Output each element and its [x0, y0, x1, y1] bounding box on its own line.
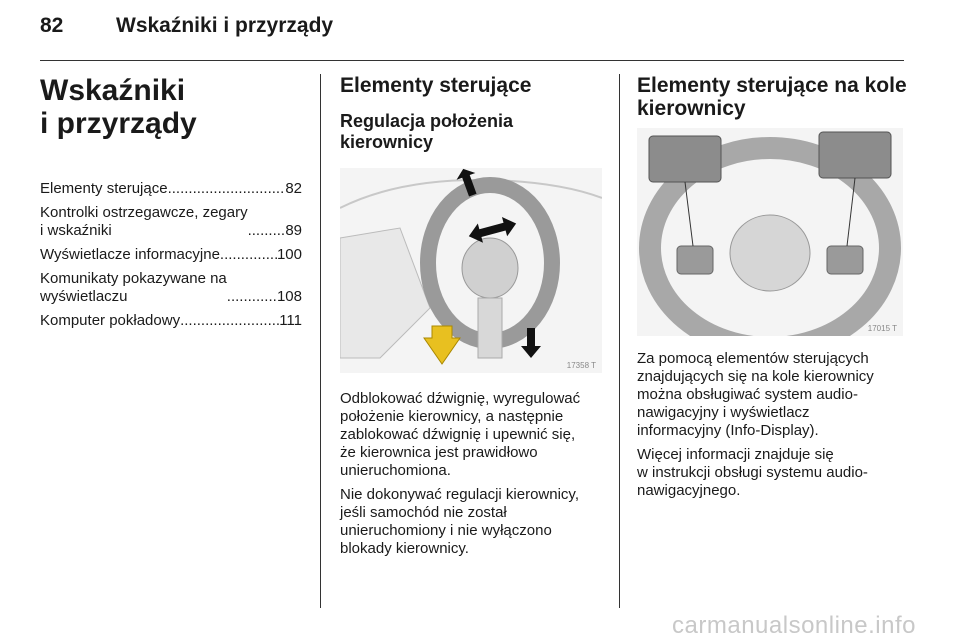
chapter-title: Wskaźniki i przyrządy	[116, 14, 334, 37]
steering-adjust-illustration	[340, 168, 602, 373]
toc-leader	[220, 246, 277, 264]
toc-entry[interactable]	[40, 204, 302, 240]
paragraph: Nie dokonywać regulacji kierownicy, jeśli samochód nie został unieruchomiony i nie wyłączono blokady kierownicy.	[340, 486, 579, 557]
middle-column	[340, 74, 605, 153]
steering-controls-illustration	[637, 128, 903, 336]
figure-code: 17358 T	[566, 361, 596, 370]
toc-page: 100	[276, 246, 302, 263]
paragraph: Odblokować dźwignię, wyregulować położenie kierownicy, a następnie zablokować dźwignię i upewnić się, że kierownica jest prawidłowo unieruchomiona.	[340, 390, 581, 479]
toc-label: Komunikaty pokazywane na wyświetlaczu	[40, 270, 227, 305]
steering-adjust-figure	[340, 168, 602, 373]
right-column	[637, 74, 907, 120]
toc-entry[interactable]	[40, 270, 302, 306]
toc-label: Elementy sterujące	[40, 180, 168, 197]
toc-entry[interactable]	[40, 246, 302, 264]
left-column	[40, 74, 302, 140]
subsection-heading: Regulacja położenia kierownicy	[340, 111, 514, 152]
table-of-contents	[40, 180, 302, 336]
toc-page: 108	[276, 288, 302, 305]
toc-entry[interactable]	[40, 312, 302, 330]
toc-label: Wyświetlacze informacyjne	[40, 246, 220, 263]
column-divider	[320, 74, 321, 608]
toc-label: Komputer pokładowy	[40, 312, 181, 329]
paragraph: Za pomocą elementów sterujących znajdujących się na kole kierownicy można obsługiwać system audio- nawigacyjny i wyświetlacz informacyjny (Info-Display).	[637, 350, 874, 439]
toc-page: 111	[279, 312, 302, 329]
paragraph: Więcej informacji znajduje się w instrukcji obsługi systemu audio- nawigacyjnego.	[637, 446, 868, 499]
page-number: 82	[40, 14, 64, 37]
middle-body	[340, 390, 605, 564]
toc-leader	[248, 222, 286, 240]
toc-leader	[180, 312, 279, 330]
watermark: carmanualsonline.info	[672, 612, 916, 639]
header-rule	[40, 60, 904, 61]
toc-page: 89	[285, 222, 302, 239]
page-header	[40, 14, 333, 38]
toc-entry[interactable]	[40, 180, 302, 198]
figure-code: 17015 T	[867, 324, 897, 333]
column-divider	[619, 74, 620, 608]
section-heading: Elementy sterujące	[340, 74, 532, 97]
steering-controls-figure	[637, 128, 903, 336]
toc-leader	[168, 180, 286, 198]
toc-page: 82	[285, 180, 302, 197]
chapter-heading: Wskaźniki i przyrządy	[40, 74, 197, 140]
toc-leader	[227, 288, 277, 306]
section-heading: Elementy sterujące na kole kierownicy	[637, 74, 907, 120]
toc-label: Kontrolki ostrzegawcze, zegary i wskaźniki	[40, 204, 248, 239]
right-body	[637, 350, 907, 506]
